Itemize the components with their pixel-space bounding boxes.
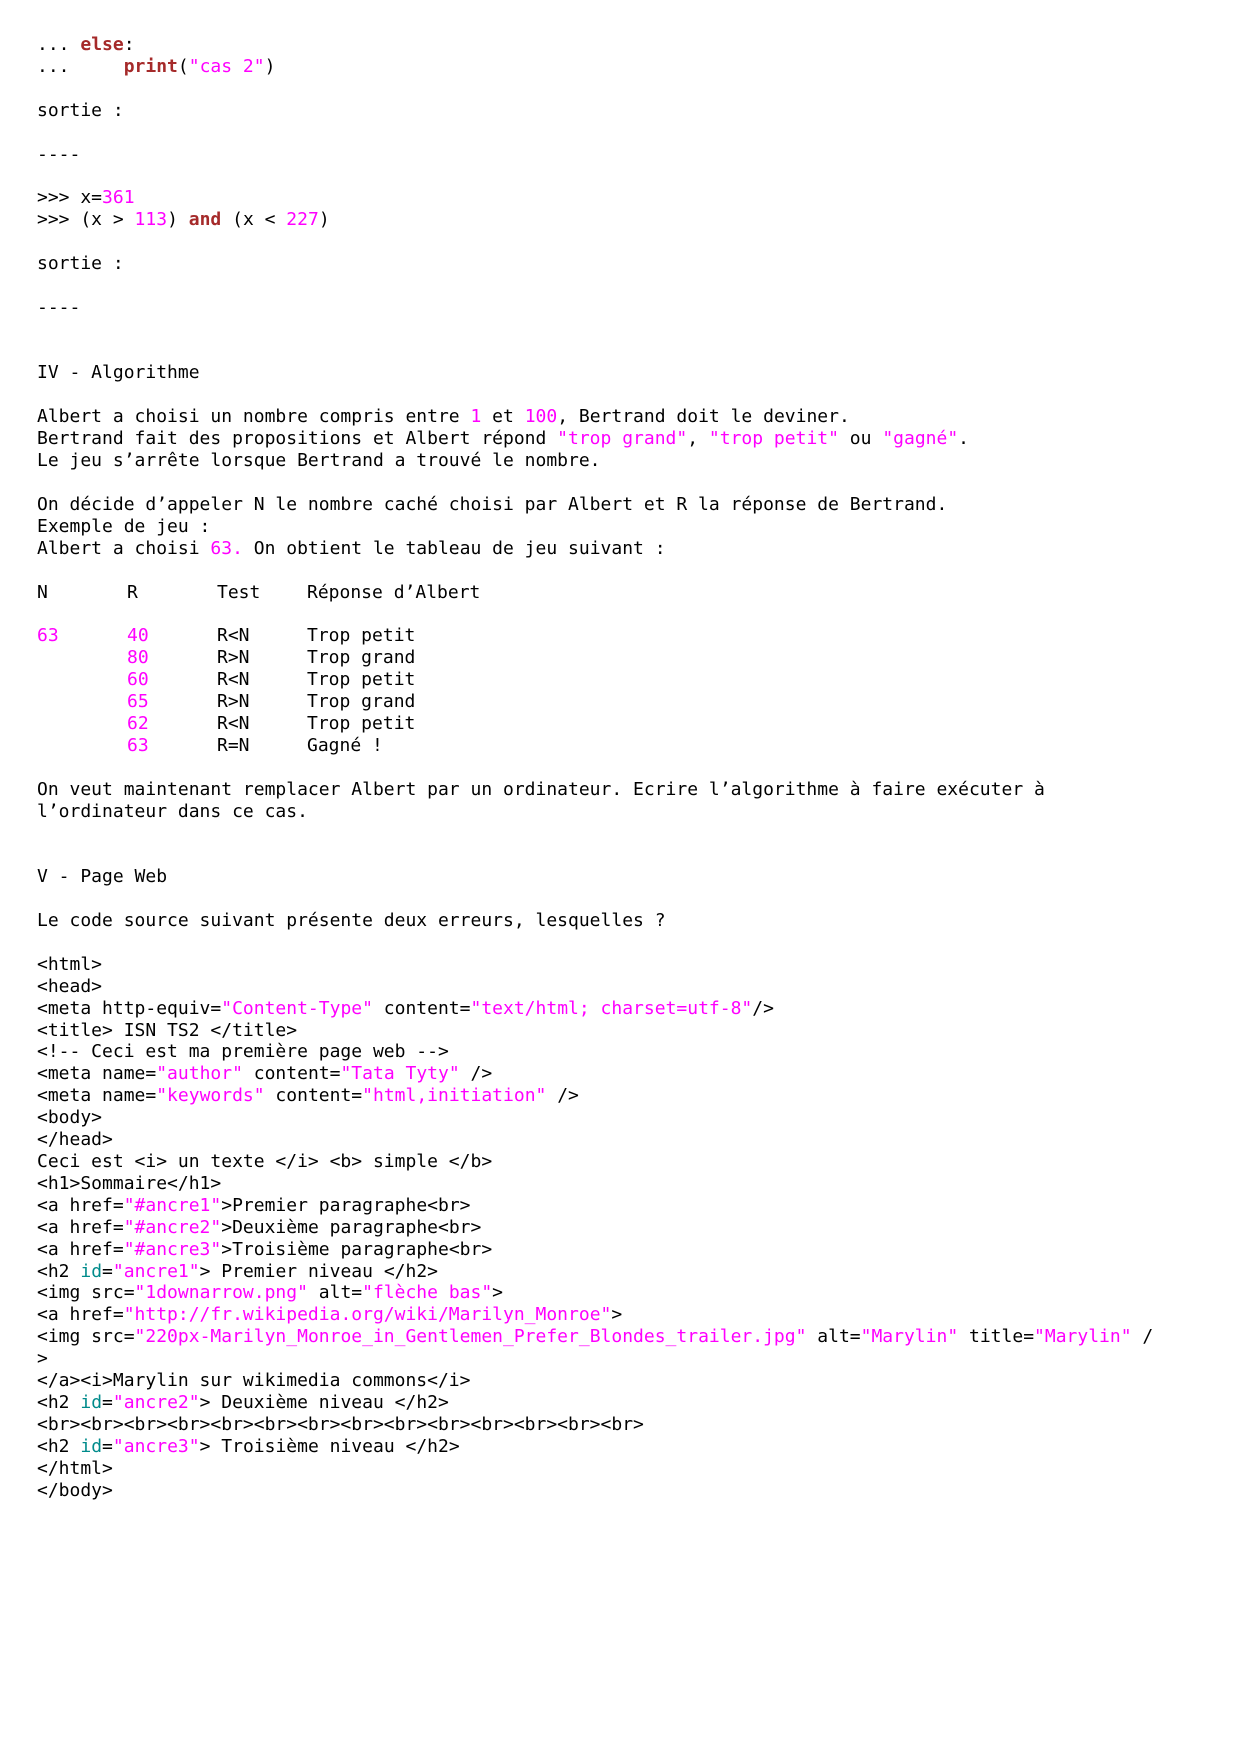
code-line: <img src="1downarrow.png" alt="flèche bas"> [37,1282,504,1304]
answer-placeholder: ---- [37,143,81,165]
keyword-else: else [80,34,124,55]
table-row: 63 R=N Gagné ! [127,734,383,756]
paragraph: Exemple de jeu : [37,515,211,537]
code-line: </head> [37,1129,113,1151]
table-row: 63 40 R<N Trop petit [37,625,416,647]
table-row: 80 R>N Trop grand [127,647,416,669]
code-line-else: ... else: [37,34,135,55]
code-line-print: ... print("cas 2") [37,55,276,77]
code-line: <h2 id="ancre2"> Deuxième niveau </h2> [37,1391,449,1413]
keyword-and: and [188,209,222,231]
table-row: 60 R<N Trop petit [127,669,416,691]
table-header: N R Test Réponse d’Albert [37,581,481,603]
code-line: <h2 id="ancre3"> Troisième niveau </h2> [37,1435,460,1457]
code-line: <html> [37,953,103,975]
code-line: <body> [37,1107,103,1129]
html-code-listing [37,954,1217,1502]
code-line: <meta http-equiv="Content-Type" content="text/html; charset=utf-8"/> [37,997,774,1019]
code-line: </body> [37,1479,113,1501]
document-page [37,34,1217,1501]
paragraph: Albert a choisi un nombre compris entre 1 et 100, Bertrand doit le deviner. [37,406,850,428]
output-label: sortie : [37,99,124,121]
code-line: <h2 id="ancre1"> Premier niveau </h2> [37,1260,439,1282]
answer-placeholder: ---- [37,296,81,318]
table-row: 62 R<N Trop petit [127,712,416,734]
paragraph: On décide d’appeler N le nombre caché choisi par Albert et R la réponse de Bertrand. [37,493,948,515]
paragraph: On veut maintenant remplacer Albert par un ordinateur. Ecrire l’algorithme à faire exécuter à [37,778,1045,800]
code-line: </a><i>Marylin sur wikimedia commons</i> [37,1370,471,1392]
code-line: <head> [37,975,103,997]
keyword-print: print [123,55,178,77]
code-line: <a href="#ancre3">Troisième paragraphe<br> [37,1238,493,1260]
code-line: > [37,1348,48,1370]
code-line: <br><br><br><br><br><br><br><br><br><br><br><br><br><br> [37,1413,644,1435]
code-line: <!-- Ceci est ma première page web --> [37,1041,449,1063]
code-line-condition: >>> (x > 113) and (x < 227) [37,209,330,231]
section-title-algorithme: IV - Algorithme [37,362,200,384]
code-line-assign: >>> x=361 [37,187,135,209]
code-line: Ceci est <i> un texte </i> <b> simple </b> [37,1150,493,1172]
paragraph: Le code source suivant présente deux erreurs, lesquelles ? [37,910,666,932]
paragraph: Le jeu s’arrête lorsque Bertrand a trouvé le nombre. [37,450,601,472]
code-line: </html> [37,1457,113,1479]
string-literal: "cas 2" [188,55,265,77]
output-label: sortie : [37,253,124,274]
code-line: <h1>Sommaire</h1> [37,1172,222,1194]
code-line: <a href="#ancre1">Premier paragraphe<br> [37,1194,471,1216]
code-line: <img src="220px-Marilyn_Monroe_in_Gentlemen_Prefer_Blondes_trailer.jpg" alt="Marylin" title="Marylin" / [37,1326,1154,1348]
section-title-page-web: V - Page Web [37,866,168,888]
paragraph: Bertrand fait des propositions et Albert répond "trop grand", "trop petit" ou "gagné". [37,428,970,450]
paragraph: Albert a choisi 63. On obtient le tableau de jeu suivant : [37,537,666,559]
table-row: 65 R>N Trop grand [127,691,416,713]
code-line: <a href="#ancre2">Deuxième paragraphe<br> [37,1216,482,1238]
code-line: <a href="http://fr.wikipedia.org/wiki/Marilyn_Monroe"> [37,1304,623,1326]
code-line: <meta name="keywords" content="html,initiation" /> [37,1085,579,1107]
code-line: <title> ISN TS2 </title> [37,1019,298,1041]
code-line: <meta name="author" content="Tata Tyty" /> [37,1063,493,1085]
paragraph: l’ordinateur dans ce cas. [37,800,308,822]
